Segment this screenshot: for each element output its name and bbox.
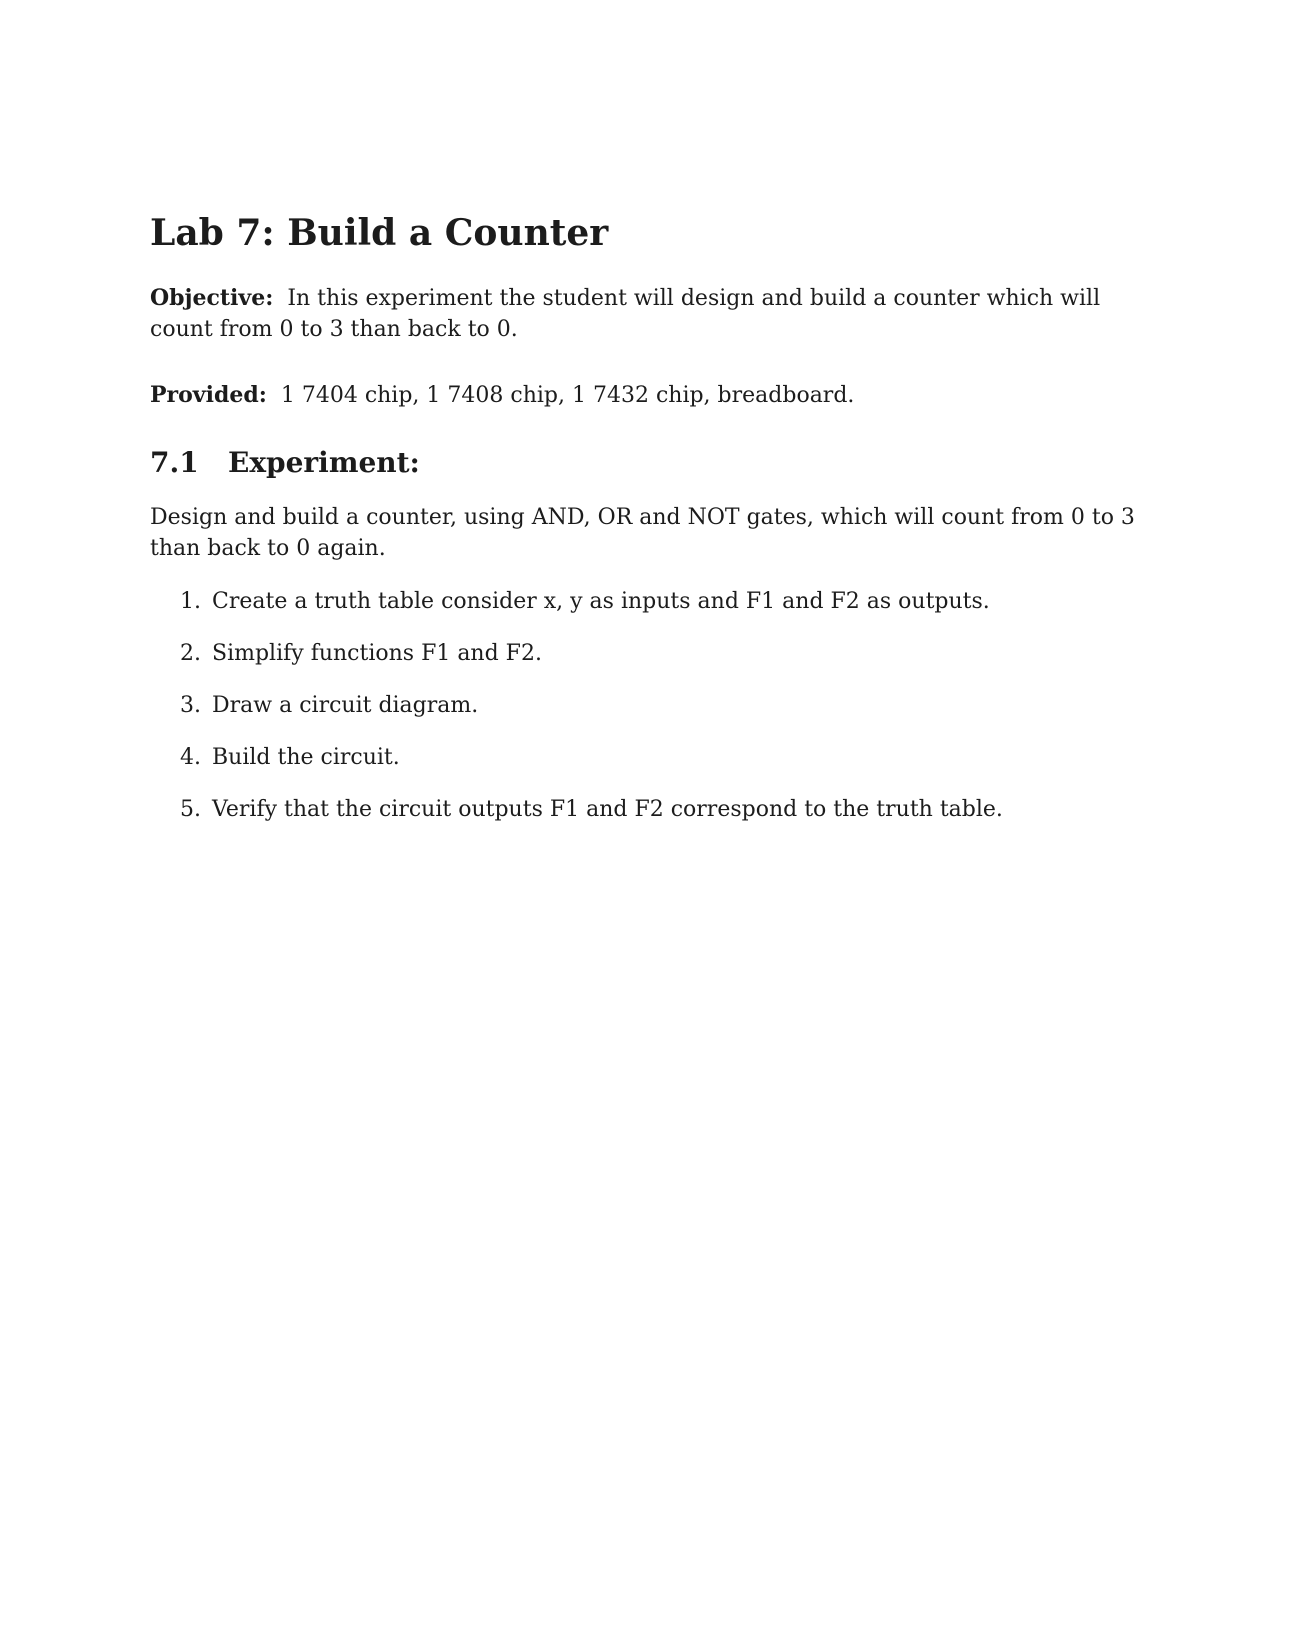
list-item — [180, 794, 1140, 846]
list-item — [180, 638, 1140, 690]
step-text: Create a truth table consider x, y as inputs and F1 and F2 as outputs. — [212, 589, 990, 614]
section-title: Experiment: — [228, 446, 420, 479]
provided-text: 1 7404 chip, 1 7408 chip, 1 7432 chip, breadboard. — [280, 383, 855, 408]
section-intro: Design and build a counter, using AND, OR and NOT gates, which will count from 0 to 3 than back to 0 again. — [150, 505, 1135, 561]
objective-label: Objective: — [150, 285, 274, 311]
step-text: Verify that the circuit outputs F1 and F2 correspond to the truth table. — [212, 797, 1003, 822]
objective-paragraph — [150, 283, 1148, 345]
step-number: 4. — [180, 745, 201, 770]
step-number: 1. — [180, 589, 201, 614]
step-text: Simplify functions F1 and F2. — [212, 641, 542, 666]
provided-paragraph — [150, 380, 1148, 411]
page-title: Lab 7: Build a Counter — [150, 212, 609, 254]
step-text: Build the circuit. — [212, 745, 400, 770]
list-item — [180, 690, 1140, 742]
steps-list — [180, 586, 1140, 846]
list-item — [180, 586, 1140, 638]
section-heading — [150, 446, 420, 480]
step-number: 2. — [180, 641, 201, 666]
objective-text: In this experiment the student will design and build a counter which will count from 0 to 3 than back to 0. — [150, 286, 1101, 342]
step-number: 5. — [180, 797, 201, 822]
provided-label: Provided: — [150, 382, 267, 408]
step-text: Draw a circuit diagram. — [212, 693, 479, 718]
list-item — [180, 742, 1140, 794]
section-number: 7.1 — [150, 446, 199, 479]
step-number: 3. — [180, 693, 201, 718]
